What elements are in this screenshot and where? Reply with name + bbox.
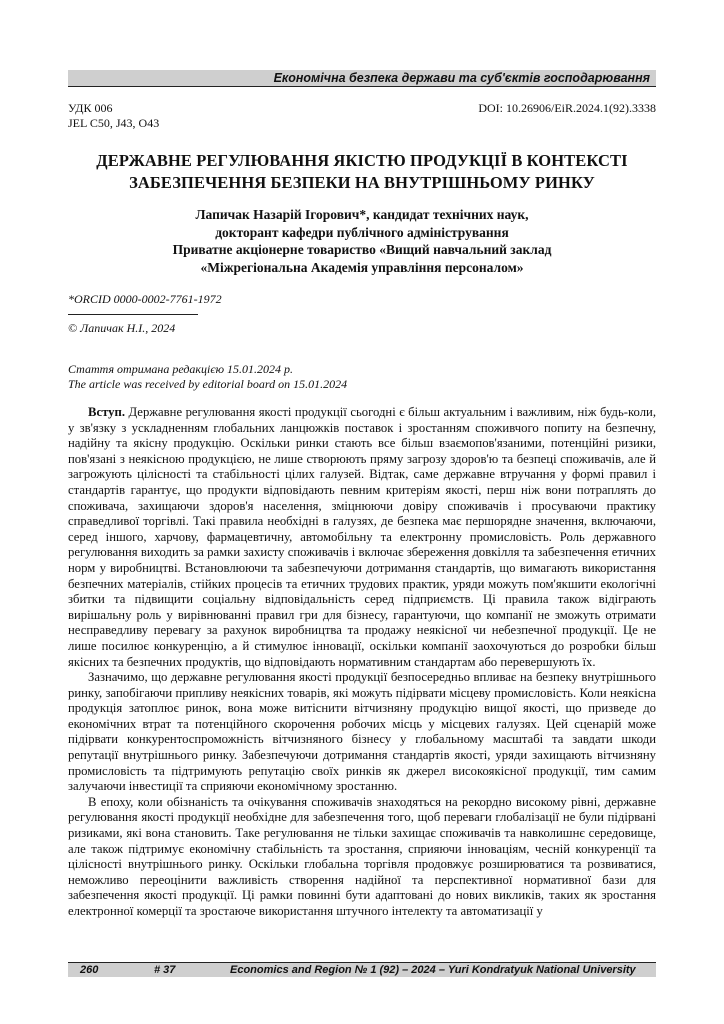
udc-code: УДК 006 xyxy=(68,101,113,115)
article-title xyxy=(68,150,656,194)
received-ua: Стаття отримана редакцією 15.01.2024 р. xyxy=(68,362,294,376)
journal-section-header: Економічна безпека держави та суб'єктів господарювання xyxy=(68,70,656,87)
article-body xyxy=(68,405,656,920)
author-affiliation-1: Приватне акціонерне товариство «Вищий навчальний заклад xyxy=(172,242,552,257)
copyright: © Лапичак Н.І., 2024 xyxy=(68,321,176,335)
author-block xyxy=(68,206,656,276)
author-affiliation-2: «Міжрегіональна Академія управління персоналом» xyxy=(200,259,524,275)
paragraph-1 xyxy=(68,405,656,670)
orcid: *ORCID 0000-0002-7761-1972 xyxy=(68,292,222,306)
page-number: 260 xyxy=(80,964,99,976)
paragraph-2: Зазначимо, що державне регулювання якості продукції безпосередньо впливає на безпеку внутрішнього ринку, запобігаючи припливу неякісних товарів, які можуть підірвати місцеву промисловість. Коли неякісна продукція затоплює ринок, вона може витіснити вітчизняну продукцію вищої якості, що призведе до економічних втрат та потенційного скорочення робочих місць у місцевих галузях. Цей сценарій може підірвати конкурентоспроможність вітчизняного бізнесу у глобальному масштабі та завдати шкоди репутації внутрішнього ринку. Забезпечуючи дотримання стандартів якості, уряди захищають вітчизняну промисловість та підтримують репутацію своїх ринків як джерел високоякісної продукції, тим самим залучаючи інвестиції та сприяючи економічному зростанню. xyxy=(68,670,656,794)
page-footer xyxy=(68,962,656,977)
author-position: докторант кафедри публічного адміністрування xyxy=(215,224,509,240)
paragraph-3: В епоху, коли обізнаність та очікування споживачів знаходяться на рекордно високому рівні, державне регулювання якості продукції необхідне для забезпечення того, щоб переваги глобалізації не були підірвані ризиками, які вона становить. Таке регулювання не тільки захищає споживачів та навколишнє середовище, але також підтримує економічну стабільність та зростання, сприяючи інноваціям, чесній конкуренції та цілісності внутрішнього ринку. Оскільки глобальна торгівля продовжує розширюватися та розвиватися, неможливо переоцінити важливість створення надійної та перспективної нормативної бази для забезпечення якості продукції. Ці рамки повинні бути адаптовані до нових викликів, таких як зростання електронної комерції та зростаюче використання штучного інтелекту та автоматизації у xyxy=(68,794,656,918)
jel-codes: JEL C50, J43, O43 xyxy=(68,116,160,130)
title-line-2: ЗАБЕЗПЕЧЕННЯ БЕЗПЕКИ НА ВНУТРІШНЬОМУ РИНКУ xyxy=(129,173,595,192)
issue-number: # 37 xyxy=(154,964,176,976)
journal-name: Economics and Region № 1 (92) – 2024 – Yuri Kondratyuk National University xyxy=(230,964,636,976)
author-name: Лапичак Назарій Ігорович*, кандидат технічних наук, xyxy=(195,207,529,222)
intro-label: Вступ. xyxy=(88,405,125,419)
divider xyxy=(68,314,198,315)
received-en: The article was received by editorial board on 15.01.2024 xyxy=(68,377,348,391)
paragraph-1-text: Державне регулювання якості продукції сьогодні є більш актуальним і важливим, ніж будь-коли, у зв'язку з ускладненням глобальних ланцюжків поставок і зростанням споживчого попиту на безпечну, надійну та якісну продукцію. Оскільки ринки стають все більш взаємопов'язаними, потенційні ризики, пов'язані з неякісною продукцією, не лише створюють пряму загрозу здоров'ю та безпеці споживачів, але й загрожують цілісності та стабільності цілих галузей. Відтак, саме державне втручання у формі правил і стандартів гарантує, що продукти відповідають певним критеріям якості, перш ніж вони потраплять до споживача, захищаючи здоров'я населення, зміцнюючи довіру споживачів і просуваючи практику справедливої торгівлі. Такі правила необхідні в галузях, де безпека має першорядне значення, включаючи, серед іншого, харчову, фармацевтичну, автомобільну та електронну промисловість. Роль державного регулювання виходить за рамки захисту споживачів і включає збереження довкілля та забезпечення етичних норм у виробництві. Встановлюючи та забезпечуючи дотримання стандартів, що вимагають використання безпечних матеріалів, стійких процесів та етичних трудових практик, уряди можуть пом'якшити екологічні збитки та підвищити соціальну відповідальність серед підприємств. Ці правила також відіграють вирішальну роль у вирівнюванні правил гри для бізнесу, гарантуючи, що компанії не зможуть отримати несправедливу перевагу за рахунок виробництва та продажу неякісної чи небезпечної продукції. Це не лише посилює конкуренцію, а й стимулює інновації, оскільки компанії заохочуються до розробки більш якісних та безпечних продуктів, що відповідають нормативним стандартам або перевершують їх. xyxy=(68,405,656,669)
title-line-1: ДЕРЖАВНЕ РЕГУЛЮВАННЯ ЯКІСТЮ ПРОДУКЦІЇ В КОНТЕКСТІ xyxy=(96,151,628,170)
doi: DOI: 10.26906/EiR.2024.1(92).3338 xyxy=(478,101,656,115)
